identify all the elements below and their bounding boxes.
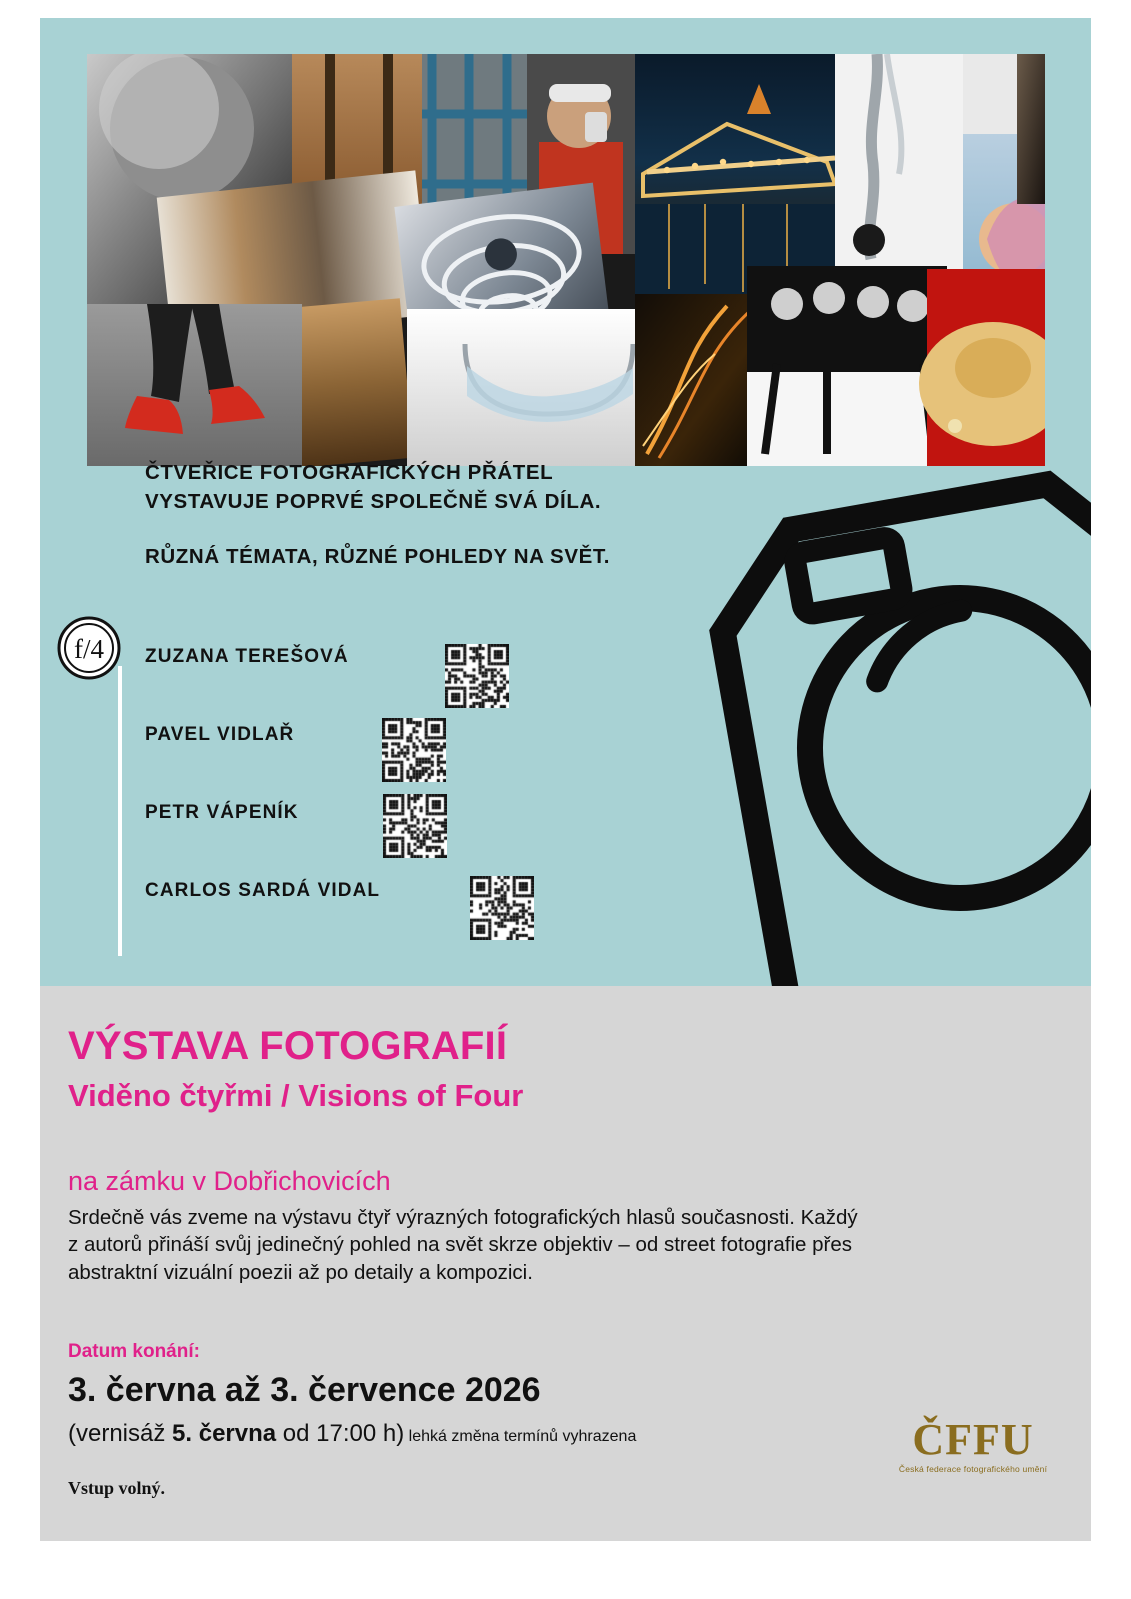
f4-logo [57,616,121,680]
vernissage-note [68,1420,636,1448]
author-row [145,786,705,864]
vernissage-disclaimer: lehká změna termínů vyhrazena [404,1428,637,1445]
page-subtitle: Viděno čtyřmi / Visions of Four [68,1078,524,1113]
author-row [145,630,705,708]
entry-fee: Vstup volný. [68,1478,166,1498]
cffu-mark: ČFFU [912,1415,1034,1464]
author-list [145,630,705,942]
date-label: Datum konání: [68,1341,200,1362]
date-range: 3. června až 3. července 2026 [68,1371,541,1409]
intro-text [145,458,765,571]
vernissage-time: od 17:00 h) [276,1420,405,1447]
author-row [145,864,705,942]
qr-code-pavel-vidlar[interactable] [382,718,446,782]
author-name: CARLOS SARDÁ VIDAL [145,880,381,901]
vertical-rule [118,666,122,956]
intro-line-1: ČTVEŘICE FOTOGRAFICKÝCH PŘÁTEL [145,461,554,484]
description-text: Srdečně vás zveme na výstavu čtyř výrazných fotografických hlasů současnosti. Každý z autorů přináší svůj jedinečný pohled na svět skrze objektiv – od street fotografie přes abstraktní vizuální poezii až po detaily a kompozici. [68,1206,858,1284]
qr-code-petr-vapenik[interactable] [383,794,447,858]
venue-text: na zámku v Dobřichovicích [68,1166,391,1196]
cffu-subtitle: Česká federace fotografického umění [898,1464,1048,1474]
vernissage-prefix: (vernisáž [68,1420,173,1447]
teal-background-panel [40,18,1091,986]
author-row [145,708,705,786]
intro-line-2: VYSTAVUJE POPRVÉ SPOLEČNĚ SVÁ DÍLA. [145,490,602,514]
info-panel [40,986,1091,1541]
qr-code-carlos-sarda-vidal[interactable] [470,876,534,940]
cffu-logo [893,1415,1053,1484]
author-name: ZUZANA TEREŠOVÁ [145,646,349,667]
poster [40,18,1091,1581]
photo-collage [87,54,1045,466]
svg-text:f/4: f/4 [74,634,104,664]
vernissage-date: 5. června [172,1420,277,1447]
qr-code-zuzana-teresova[interactable] [445,644,509,708]
intro-line-3: RŮZNÁ TÉMATA, RŮZNÉ POHLEDY NA SVĚT. [145,545,611,569]
author-name: PETR VÁPENÍK [145,802,299,823]
collage-images [87,54,1045,466]
author-name: PAVEL VIDLAŘ [145,724,295,745]
page-title: VÝSTAVA FOTOGRAFIÍ [68,1024,508,1068]
